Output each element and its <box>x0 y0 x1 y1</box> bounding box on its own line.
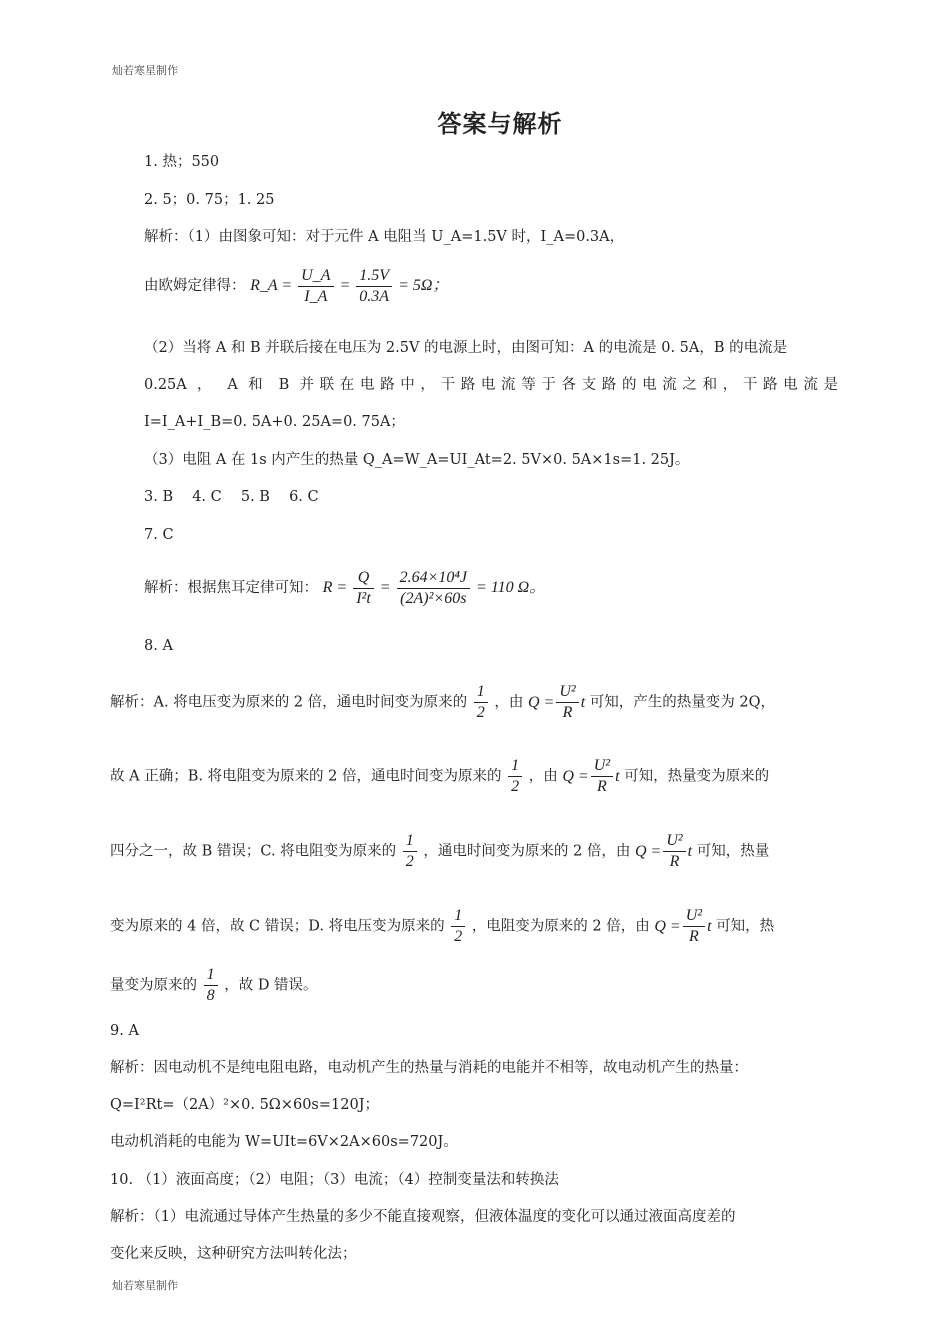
formula-lhs: Q = <box>654 917 681 935</box>
fraction-one-eighth <box>204 965 218 1006</box>
fraction-numerator: 1 <box>204 965 218 986</box>
heat-formula <box>562 757 620 796</box>
text-segment: ，由 <box>528 768 558 785</box>
fraction-numerator: U_A <box>298 266 333 287</box>
fraction-u2-r <box>663 831 685 872</box>
text-segment: 量变为原来的 <box>110 977 197 994</box>
text-segment: 解析：A. 将电压变为原来的 2 倍，通电时间变为原来的 <box>110 694 468 711</box>
formula-t: t <box>707 917 712 935</box>
ohms-law-equation: R_A = $\frac{U\_A}{I\_A}$ = $\frac{1.5V}{0.3A}$ = 5Ω； <box>250 267 449 305</box>
page-header: 灿若寒星制作 <box>112 64 178 77</box>
joule-law-lead: 解析：根据焦耳定律可知： <box>144 580 318 597</box>
answer-8-line-5 <box>110 965 318 1006</box>
eq-lhs: R = <box>322 579 348 597</box>
fraction-denominator: 2 <box>476 704 485 721</box>
fraction-numerator: U² <box>663 831 685 852</box>
answer-9-explanation-1: 解析：因电动机不是纯电阻电路，电动机产生的热量与消耗的电能并不相等，故电动机产生的热量： <box>110 1060 748 1076</box>
fraction-ua-ia <box>298 266 333 307</box>
fraction-denominator: R <box>689 928 699 946</box>
fraction-one-half <box>474 682 488 723</box>
answer-2-explanation-4: 0.25A ， A 和 B 并联在电路中，干路电流等于各支路的电流之和，干路电流是 <box>144 377 838 393</box>
text-segment: ，故 D 错误。 <box>224 977 318 994</box>
formula-lhs: Q = <box>527 693 555 711</box>
answer-9: 9. A <box>110 1023 139 1039</box>
formula-lhs: Q = <box>562 767 589 785</box>
fraction-one-half <box>451 906 465 947</box>
fraction-denominator: 2 <box>454 928 463 945</box>
answer-2-ohms-law <box>144 266 448 307</box>
fraction-one-half <box>403 831 417 872</box>
text-segment: ，由 <box>494 694 524 711</box>
fraction-numerator: U² <box>556 682 578 703</box>
text-segment: 可知，热量变为原来的 <box>624 768 770 785</box>
text-segment: 可知，产生的热量变为 2Q， <box>589 694 775 711</box>
answer-2-explanation-6: （3）电阻 A 在 1s 内产生的热量 Q_A=W_A=UI_At=2. 5V×0. 5A×1s=1. 25J。 <box>144 452 690 468</box>
fraction-numerator: 1 <box>451 906 465 927</box>
fraction-denominator: R <box>562 704 573 722</box>
answer-2-explanation-5: I=I_A+I_B=0. 5A+0. 25A=0. 75A； <box>144 414 405 430</box>
text-segment: 故 A 正确；B. 将电阻变为原来的 2 倍，通电时间变为原来的 <box>110 768 502 785</box>
heat-formula <box>527 683 586 722</box>
fraction-denominator: I_A <box>304 288 328 305</box>
answer-8-line-4 <box>110 906 774 947</box>
formula-t: t <box>687 842 693 860</box>
fraction-denominator: I²t <box>356 590 371 607</box>
eq-rhs: = 110 Ω。 <box>476 579 546 597</box>
fraction-denominator: R <box>596 778 607 796</box>
fraction-values <box>356 266 392 307</box>
formula-t: t <box>580 693 586 711</box>
eq-rhs: = 5Ω； <box>398 277 449 295</box>
formula-lhs: Q = <box>634 842 662 860</box>
fraction-denominator: 8 <box>206 987 215 1004</box>
answer-2-explanation-3: （2）当将 A 和 B 并联后接在电压为 2.5V 的电源上时，由图可知：A 的电流是 0. 5A，B 的电流是 <box>144 340 788 356</box>
fraction-numerator: 2.64×10⁴J <box>397 568 470 589</box>
fraction-numerator: U² <box>591 756 613 777</box>
answer-10-explanation-2: 变化来反映，这种研究方法叫转化法； <box>110 1246 357 1262</box>
fraction-values <box>397 568 470 609</box>
answer-10: 10. （1）液面高度；（2）电阻；（3）电流；（4）控制变量法和转换法 <box>110 1172 559 1188</box>
text-segment: ，电阻变为原来的 2 倍，由 <box>471 918 650 935</box>
fraction-q-i2t <box>353 568 374 609</box>
formula-t: t <box>615 767 620 785</box>
answer-9-explanation-2: Q=I²Rt=（2A）²×0. 5Ω×60s=120J； <box>110 1097 380 1113</box>
answer-7-joule-law <box>144 568 545 609</box>
joule-law-equation: R = $\frac{Q}{\text{I²t}}$ = $\frac{\text{2.64×10⁴J}}{\text{(2A)²×60s}}$ = 110 Ω。 <box>322 569 546 607</box>
heat-formula <box>654 907 712 946</box>
page-title: 答案与解析 <box>437 110 563 138</box>
fraction-numerator: 1 <box>474 682 488 703</box>
ohms-law-lead: 由欧姆定律得： <box>144 278 246 295</box>
fraction-u2-r <box>556 682 578 723</box>
answer-2-explanation-1: 解析：（1）由图象可知：对于元件 A 电阻当 U_A=1.5V 时，I_A=0.3A， <box>144 229 625 245</box>
fraction-denominator: 2 <box>511 778 520 795</box>
answer-9-explanation-3: 电动机消耗的电能为 W=UIt=6V×2A×60s=720J。 <box>110 1134 458 1150</box>
text-segment: 四分之一，故 B 错误；C. 将电阻变为原来的 <box>110 843 397 860</box>
text-segment: 可知，热 <box>716 918 775 935</box>
fraction-numerator: 1.5V <box>356 266 392 287</box>
answer-7: 7. C <box>144 527 174 543</box>
answer-8-line-1 <box>110 682 775 723</box>
fraction-numerator: 1 <box>403 831 417 852</box>
answer-2: 2. 5；0. 75；1. 25 <box>144 192 275 208</box>
heat-formula <box>634 832 693 871</box>
answer-8-line-2 <box>110 756 769 797</box>
eq-lhs: R_A = <box>250 277 293 295</box>
answers-3-to-6: 3. B 4. C 5. B 6. C <box>144 489 319 505</box>
answer-8-line-3 <box>110 831 769 872</box>
fraction-u2-r <box>591 756 613 797</box>
answer-10-explanation-1: 解析：（1）电流通过导体产生热量的多少不能直接观察，但液体温度的变化可以通过液面高度差的 <box>110 1209 736 1225</box>
fraction-numerator: Q <box>353 568 374 589</box>
text-segment: 变为原来的 4 倍，故 C 错误；D. 将电压变为原来的 <box>110 918 445 935</box>
fraction-denominator: (2A)²×60s <box>400 590 467 607</box>
fraction-one-half <box>508 756 522 797</box>
fraction-denominator: R <box>669 853 680 871</box>
fraction-numerator: 1 <box>508 756 522 777</box>
text-segment: ，通电时间变为原来的 2 倍，由 <box>423 843 631 860</box>
page-footer: 灿若寒星制作 <box>112 1279 178 1292</box>
answer-8: 8. A <box>144 638 173 654</box>
fraction-u2-r <box>683 906 705 947</box>
fraction-denominator: 2 <box>405 853 414 870</box>
text-segment: 可知，热量 <box>696 843 770 860</box>
fraction-denominator: 0.3A <box>359 288 390 305</box>
fraction-numerator: U² <box>683 906 705 927</box>
answer-1: 1. 热；550 <box>144 154 220 170</box>
